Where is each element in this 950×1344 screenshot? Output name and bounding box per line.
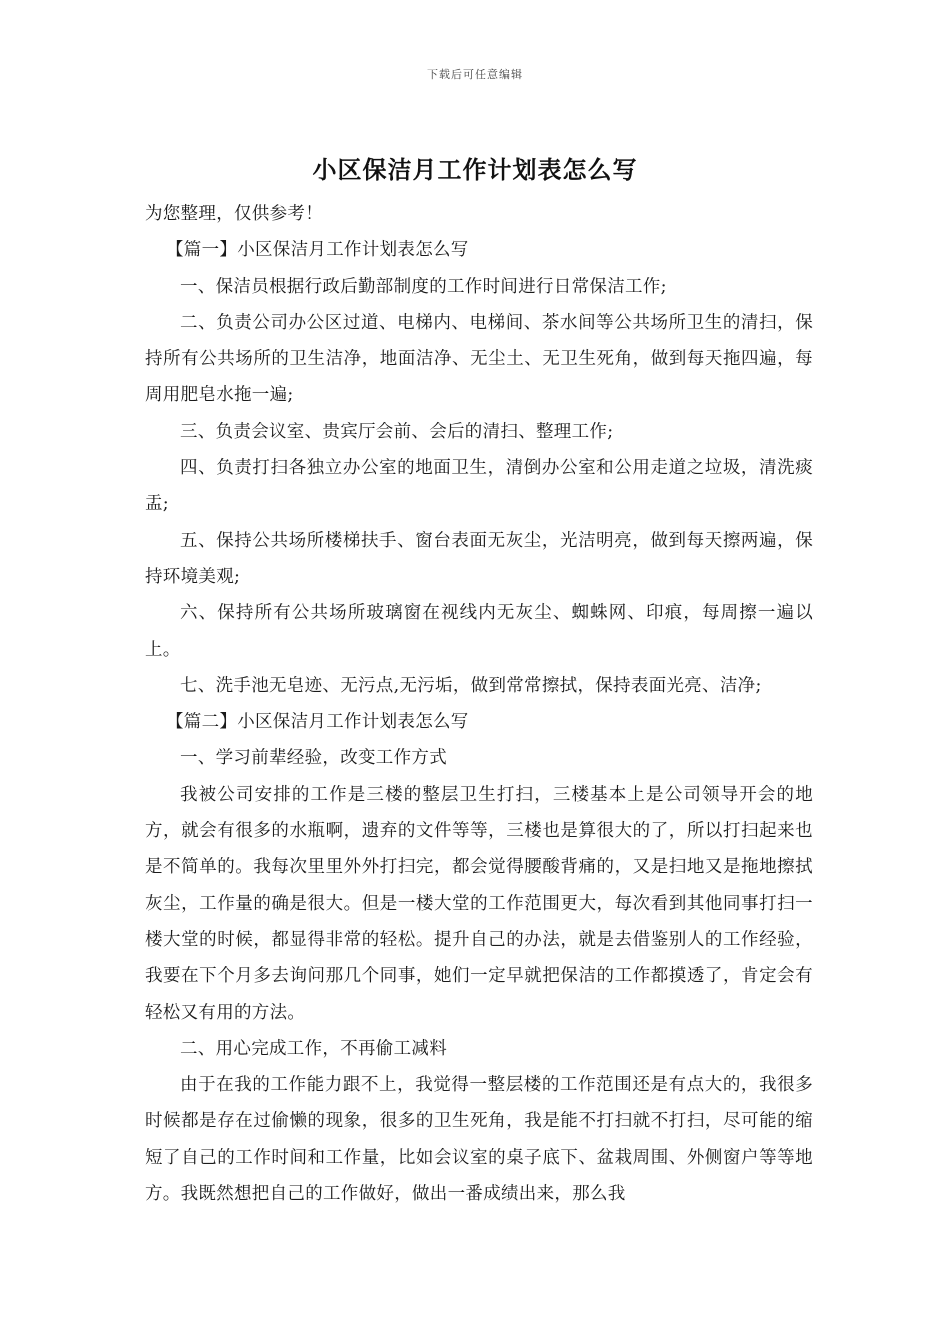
header-note: 下载后可任意编辑 [427, 68, 523, 81]
document-title: 小区保洁月工作计划表怎么写 [312, 155, 638, 184]
paragraph: 二、负责公司办公区过道、电梯内、电梯间、茶水间等公共场所卫生的清扫，保持所有公共场所的卫生洁净，地面洁净、无尘土、无卫生死角，做到每天拖四遍，每周用肥皂水拖一遍; [145, 312, 813, 406]
document-body [145, 196, 813, 1212]
section-heading-part-two: 【篇二】小区保洁月工作计划表怎么写 [166, 712, 469, 733]
subheading: 二、用心完成工作，不再偷工减料 [180, 1038, 447, 1059]
paragraph: 三、负责会议室、贵宾厅会前、会后的清扫、整理工作; [180, 421, 614, 442]
paragraph: 七、洗手池无皂迹、无污点,无污垢，做到常常擦拭，保持表面光亮、洁净; [180, 675, 762, 696]
paragraph: 六、保持所有公共场所玻璃窗在视线内无灰尘、蜘蛛网、印痕，每周擦一遍以上。 [145, 603, 813, 660]
paragraph: 五、保持公共场所楼梯扶手、窗台表面无灰尘，光洁明亮，做到每天擦两遍，保持环境美观; [145, 530, 813, 587]
paragraph: 一、保洁员根据行政后勤部制度的工作时间进行日常保洁工作; [180, 276, 667, 297]
paragraph: 由于在我的工作能力跟不上，我觉得一整层楼的工作范围还是有点大的，我很多时候都是存在过偷懒的现象，很多的卫生死角，我是能不打扫就不打扫，尽可能的缩短了自己的工作时间和工作量，比如会议室的桌子底下、盆栽周围、外侧窗户等等地方。我既然想把自己的工作做好，做出一番成绩出来，那么我 [145, 1075, 813, 1205]
section-heading-part-one: 【篇一】小区保洁月工作计划表怎么写 [166, 240, 469, 261]
intro-paragraph: 为您整理，仅供参考！ [145, 204, 323, 224]
subheading: 一、学习前辈经验，改变工作方式 [180, 748, 447, 769]
paragraph: 我被公司安排的工作是三楼的整层卫生打扫，三楼基本上是公司领导开会的地方，就会有很多的水瓶啊，遗弃的文件等等，三楼也是算很大的了，所以打扫起来也是不简单的。我每次里里外外打扫完，都会觉得腰酸背痛的，又是扫地又是拖地擦拭灰尘，工作量的确是很大。但是一楼大堂的工作范围更大，每次看到其他同事打扫一楼大堂的时候，都显得非常的轻松。提升自己的办法，就是去借鉴别人的工作经验，我要在下个月多去询问那几个同事，她们一定早就把保洁的工作都摸透了，肯定会有轻松又有用的方法。 [145, 784, 813, 1023]
paragraph: 四、负责打扫各独立办公室的地面卫生，清倒办公室和公用走道之垃圾，清洗痰盂; [145, 458, 813, 515]
